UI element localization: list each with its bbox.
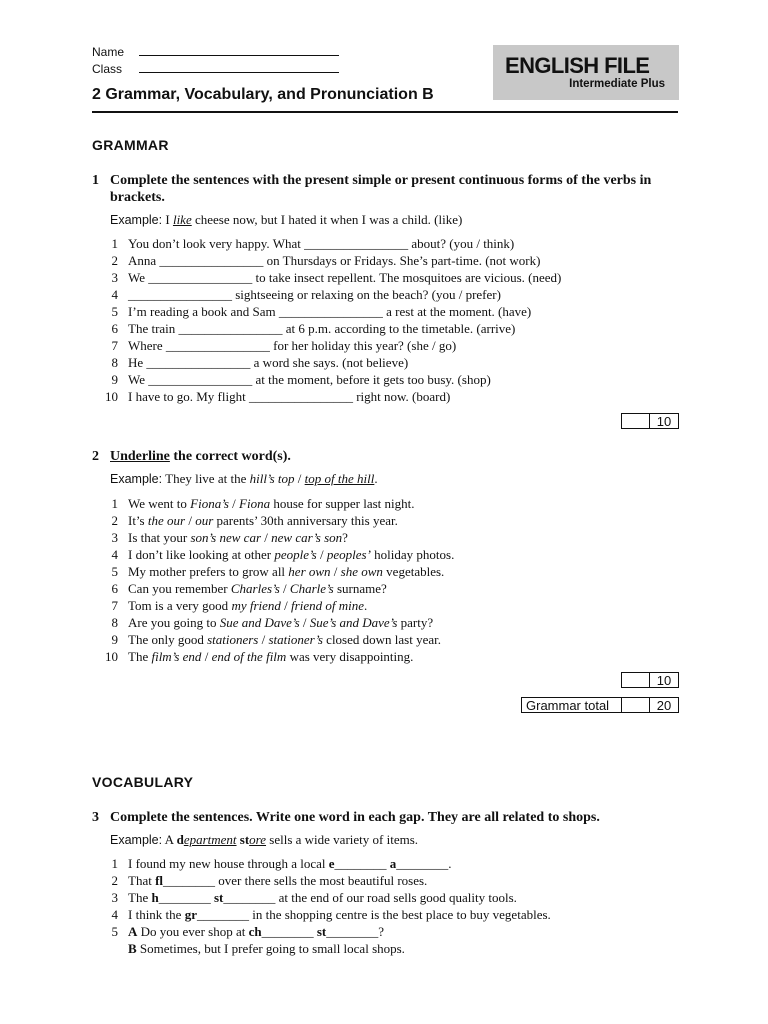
- item-number: 5: [111, 924, 118, 939]
- item-text-pre: We went to: [128, 496, 191, 511]
- list-item: [92, 648, 672, 665]
- option-separator: /: [316, 547, 327, 562]
- item-text-post: holiday photos.: [370, 547, 455, 562]
- option-1[interactable]: people’s: [274, 547, 317, 562]
- option-1[interactable]: stationers: [207, 632, 259, 647]
- item-text-pre: The: [128, 649, 152, 664]
- example-label: Example:: [110, 472, 163, 486]
- example-answer: like: [172, 212, 192, 227]
- list-item: [92, 546, 672, 563]
- exercise-3-example: [110, 832, 418, 848]
- list-item: [92, 303, 672, 320]
- item-number: 8: [111, 355, 118, 370]
- example-word1-hint: d: [176, 832, 184, 847]
- item-number: 4: [111, 547, 118, 562]
- example-word1-answer: epartment: [183, 832, 237, 847]
- item-number: 9: [111, 372, 118, 387]
- letter-hint: fl: [155, 873, 164, 888]
- letter-hint: A: [128, 924, 138, 939]
- item-text: Where ________________ for her holiday this year? (she / go): [128, 338, 457, 353]
- option-1[interactable]: my friend: [231, 598, 281, 613]
- item-number: 3: [111, 890, 118, 905]
- option-separator: /: [279, 581, 290, 596]
- list-item: [92, 889, 672, 906]
- option-2[interactable]: Fiona: [239, 496, 271, 511]
- example-text-pre: I: [162, 212, 173, 227]
- grammar-total-box: [521, 697, 679, 713]
- grammar-total-entry-field[interactable]: [621, 697, 650, 713]
- item-text-post: closed down last year.: [322, 632, 441, 647]
- option-2[interactable]: our: [195, 513, 214, 528]
- item-text: The: [128, 890, 152, 905]
- option-1[interactable]: her own: [288, 564, 331, 579]
- item-number: 3: [111, 530, 118, 545]
- grammar-total-label: Grammar total: [521, 697, 621, 713]
- list-item: [92, 495, 672, 512]
- item-text-pre: I don’t like looking at other: [128, 547, 275, 562]
- example-word2-hint: st: [239, 832, 250, 847]
- example-label: Example:: [110, 213, 163, 227]
- list-item: [92, 906, 672, 923]
- list-item: [92, 923, 672, 940]
- item-text: ________: [158, 890, 214, 905]
- letter-hint: h: [151, 890, 159, 905]
- option-1[interactable]: Fiona’s: [190, 496, 229, 511]
- item-text-pre: The only good: [128, 632, 208, 647]
- item-text: ________ at the end of our road sells good quality tools.: [223, 890, 517, 905]
- score-max: 10: [650, 672, 679, 688]
- option-1[interactable]: Charles’s: [230, 581, 280, 596]
- item-text-post: was very disappointing.: [286, 649, 414, 664]
- example-option-1: hill’s top: [249, 471, 295, 486]
- example-article: A: [162, 832, 177, 847]
- item-number: 8: [111, 615, 118, 630]
- item-number: 9: [111, 632, 118, 647]
- option-2[interactable]: stationer’s: [268, 632, 323, 647]
- score-max: 10: [650, 413, 679, 429]
- item-text-post: .: [363, 598, 368, 613]
- option-2[interactable]: she own: [340, 564, 383, 579]
- list-item: [92, 354, 672, 371]
- item-text: Do you ever shop at: [137, 924, 249, 939]
- item-number: 6: [111, 321, 118, 336]
- item-text-pre: Are you going to: [128, 615, 220, 630]
- list-item: [92, 371, 672, 388]
- exercise-number: 1: [92, 173, 99, 188]
- class-row: [92, 62, 339, 76]
- item-number: 10: [105, 649, 118, 664]
- letter-hint: e: [328, 856, 335, 871]
- option-2[interactable]: Sue’s and Dave’s: [309, 615, 398, 630]
- item-text: ________ in the shopping centre is the best place to buy vegetables.: [196, 907, 551, 922]
- list-item: [92, 286, 672, 303]
- score-entry-field[interactable]: [621, 413, 650, 429]
- option-2[interactable]: new car’s son: [271, 530, 343, 545]
- item-number: 6: [111, 581, 118, 596]
- english-file-logo: [493, 45, 679, 100]
- instruction-text: Complete the sentences with the present simple or present continuous forms of the verbs in brackets.: [110, 173, 652, 205]
- item-number: 1: [111, 236, 118, 251]
- example-text-post: .: [374, 471, 378, 486]
- list-item: [92, 872, 672, 889]
- option-2[interactable]: end of the film: [211, 649, 287, 664]
- grammar-total-max: 20: [650, 697, 679, 713]
- example-option-2: top of the hill: [304, 471, 375, 486]
- list-item: [92, 252, 672, 269]
- item-text: ________.: [396, 856, 452, 871]
- option-2[interactable]: peoples’: [326, 547, 371, 562]
- class-label: Class: [92, 62, 123, 76]
- name-line: [139, 45, 339, 56]
- item-number: 2: [111, 253, 118, 268]
- option-2[interactable]: friend of mine: [291, 598, 364, 613]
- exercise-1-score-box: [621, 413, 679, 429]
- list-item: [92, 512, 672, 529]
- test-title: 2 Grammar, Vocabulary, and Pronunciation B: [92, 86, 434, 103]
- list-item: [92, 855, 672, 872]
- name-label: Name: [92, 45, 125, 59]
- item-text: ________: [334, 856, 390, 871]
- example-text-pre: They live at the: [162, 471, 250, 486]
- exercise-2-instruction: [92, 448, 672, 465]
- list-item: [92, 320, 672, 337]
- exercise-2-score-box: [621, 672, 679, 688]
- name-row: [92, 45, 339, 59]
- letter-hint: a: [389, 856, 397, 871]
- item-text: The train ________________ at 6 p.m. according to the timetable. (arrive): [128, 321, 516, 336]
- exercise-3-instruction: [92, 809, 672, 826]
- item-number: 7: [111, 338, 118, 353]
- item-number: 4: [111, 907, 118, 922]
- letter-hint: ch: [248, 924, 262, 939]
- item-text: Sometimes, but I prefer going to small local shops.: [136, 941, 405, 956]
- option-separator: /: [299, 615, 310, 630]
- item-number: 5: [111, 564, 118, 579]
- logo-subtitle: Intermediate Plus: [569, 78, 665, 90]
- letter-hint: st: [316, 924, 327, 939]
- list-item: [92, 388, 672, 405]
- item-text-post: vegetables.: [382, 564, 445, 579]
- option-1[interactable]: son’s new car: [190, 530, 262, 545]
- option-separator: /: [201, 649, 212, 664]
- list-item: [92, 597, 672, 614]
- item-text: I’m reading a book and Sam ________________ a rest at the moment. (have): [128, 304, 532, 319]
- exercise-1-example: [110, 212, 462, 228]
- item-number: 7: [111, 598, 118, 613]
- item-text: We ________________ to take insect repellent. The mosquitoes are vicious. (need): [128, 270, 562, 285]
- item-text-post: house for supper last night.: [270, 496, 415, 511]
- letter-hint: st: [213, 890, 224, 905]
- vocabulary-heading: VOCABULARY: [92, 774, 194, 790]
- option-separator: /: [261, 530, 272, 545]
- list-item: [92, 269, 672, 286]
- exercise-number: 3: [92, 810, 99, 825]
- list-item: [92, 614, 672, 631]
- list-item: [92, 529, 672, 546]
- option-1[interactable]: film’s end: [151, 649, 202, 664]
- item-text-post: party?: [397, 615, 434, 630]
- list-item: [92, 940, 672, 957]
- option-separator: /: [280, 598, 292, 613]
- item-number: 2: [111, 513, 118, 528]
- item-text: I think the: [128, 907, 185, 922]
- item-text: ________ over there sells the most beautiful roses.: [163, 873, 428, 888]
- title-divider: [92, 111, 678, 113]
- score-entry-field[interactable]: [621, 672, 650, 688]
- class-line: [139, 62, 339, 73]
- item-number: 3: [111, 270, 118, 285]
- example-label: Example:: [110, 833, 163, 847]
- item-text: ________?: [326, 924, 385, 939]
- exercise-2-example: [110, 471, 378, 487]
- item-text-pre: Can you remember: [128, 581, 231, 596]
- list-item: [92, 235, 672, 252]
- item-text-pre: My mother prefers to grow all: [128, 564, 289, 579]
- option-separator: /: [330, 564, 341, 579]
- item-number: 1: [111, 856, 118, 871]
- item-number: 4: [111, 287, 118, 302]
- exercise-number: 2: [92, 449, 99, 464]
- letter-hint: gr: [184, 907, 197, 922]
- item-text-pre: Tom is a very good: [128, 598, 232, 613]
- item-text: I found my new house through a local: [128, 856, 329, 871]
- list-item: [92, 580, 672, 597]
- example-text-post: cheese now, but I hated it when I was a child. (like): [191, 212, 463, 227]
- instruction-text: [110, 448, 672, 465]
- list-item: [92, 631, 672, 648]
- item-number: 10: [105, 389, 118, 404]
- option-separator: /: [185, 513, 196, 528]
- option-separator: /: [258, 632, 269, 647]
- exercise-1-instruction: [92, 172, 672, 206]
- item-text: ________________ sightseeing or relaxing on the beach? (you / prefer): [128, 287, 501, 302]
- option-1[interactable]: Sue and Dave’s: [219, 615, 300, 630]
- option-1[interactable]: the our: [147, 513, 186, 528]
- item-text-pre: Is that your: [128, 530, 191, 545]
- example-separator: /: [294, 471, 305, 486]
- instruction-text: Complete the sentences. Write one word in each gap. They are all related to shops.: [110, 810, 600, 825]
- instruction-underlined-word: Underline: [110, 449, 170, 464]
- letter-hint: B: [128, 941, 137, 956]
- item-text: He ________________ a word she says. (not believe): [128, 355, 409, 370]
- item-number: 2: [111, 873, 118, 888]
- item-text-post: parents’ 30th anniversary this year.: [213, 513, 398, 528]
- item-number: 1: [111, 496, 118, 511]
- item-text: ________: [261, 924, 317, 939]
- item-text: We ________________ at the moment, before it gets too busy. (shop): [128, 372, 491, 387]
- instruction-rest: the correct word(s).: [169, 449, 291, 464]
- item-text: You don’t look very happy. What ________________ about? (you / think): [128, 236, 515, 251]
- example-word2-answer: ore: [249, 832, 267, 847]
- item-text: Anna ________________ on Thursdays or Fridays. She’s part-time. (not work): [128, 253, 541, 268]
- item-text: That: [128, 873, 156, 888]
- list-item: [92, 337, 672, 354]
- item-text-post: surname?: [333, 581, 387, 596]
- item-text-pre: It’s: [128, 513, 148, 528]
- logo-title: ENGLISH FILE: [505, 53, 650, 78]
- item-text-post: ?: [342, 530, 348, 545]
- example-text-post: sells a wide variety of items.: [266, 832, 419, 847]
- option-2[interactable]: Charle’s: [289, 581, 334, 596]
- item-text: I have to go. My flight ________________ right now. (board): [128, 389, 451, 404]
- option-separator: /: [228, 496, 240, 511]
- list-item: [92, 563, 672, 580]
- grammar-heading: GRAMMAR: [92, 137, 169, 153]
- item-number: 5: [111, 304, 118, 319]
